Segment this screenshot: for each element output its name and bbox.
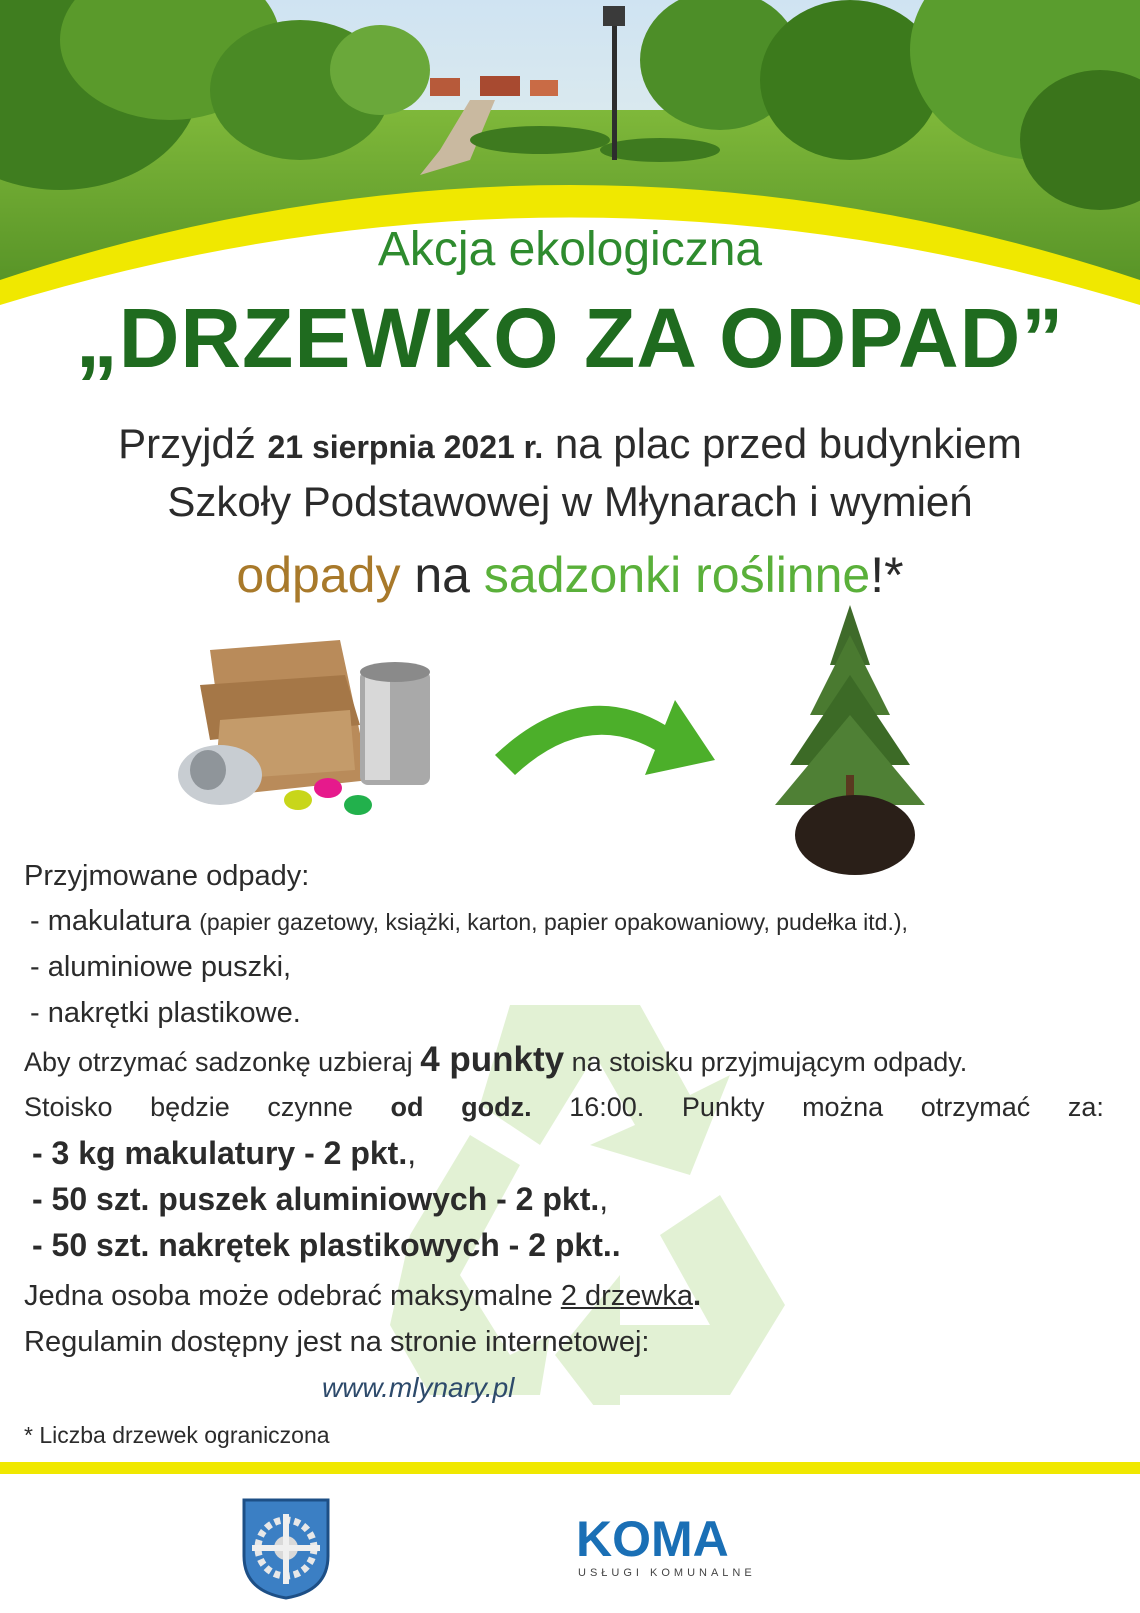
coat-of-arms-icon (240, 1496, 332, 1606)
points-item-text: - 3 kg makulatury - 2 pkt. (32, 1135, 408, 1171)
word: będzie (150, 1092, 230, 1122)
limit-post: . (692, 1280, 702, 1312)
sapling-illustration (760, 605, 950, 890)
points-item-paper (32, 1135, 416, 1172)
waste-illustration (170, 630, 450, 835)
points-item-caps (32, 1227, 621, 1264)
points-post: na stoisku przyjmującym odpady. (571, 1047, 968, 1077)
accepted-item-caps: - nakrętki plastikowe. (30, 997, 301, 1029)
points-item-cans (32, 1181, 608, 1218)
word-waste: odpady (236, 547, 401, 603)
points-item-tail: , (407, 1135, 417, 1171)
points-item-tail: , (599, 1181, 609, 1217)
limit-line (24, 1280, 701, 1313)
word: godz. (461, 1092, 532, 1122)
event-title: „DRZEWKO ZA ODPAD” (75, 291, 1065, 385)
accepted-heading: Przyjmowane odpady: (24, 860, 310, 892)
event-subtitle: Akcja ekologiczna (377, 223, 763, 276)
points-needed: 4 punkty (420, 1040, 565, 1079)
points-line-2 (24, 1092, 1104, 1123)
points-item-text: - 50 szt. puszek aluminiowych - 2 pkt. (32, 1181, 600, 1217)
footnote: * Liczba drzewek ograniczona (24, 1422, 330, 1448)
event-date: 21 sierpnia 2021 r. (267, 429, 544, 465)
points-pre: Aby otrzymać sadzonkę uzbieraj (24, 1047, 413, 1077)
points-line-1 (24, 1040, 967, 1080)
intro-line-1 (0, 420, 1140, 468)
koma-logo (576, 1512, 816, 1587)
intro-place: na plac przed budynkiem (554, 420, 1022, 467)
word-plants: sadzonki roślinne (483, 547, 871, 603)
word: można (802, 1092, 884, 1122)
word: czynne (267, 1092, 353, 1122)
park-photo (0, 0, 1140, 330)
footer-divider (0, 1462, 1140, 1474)
word-excl: !* (870, 547, 904, 603)
accepted-item-paper (30, 905, 908, 938)
word: otrzymać (920, 1092, 1031, 1122)
word: Punkty (681, 1092, 765, 1122)
koma-logo-text: KOMA (576, 1512, 729, 1567)
koma-logo-subtitle: USŁUGI KOMUNALNE (578, 1567, 756, 1579)
points-item-text: - 50 szt. nakrętek plastikowych - 2 pkt. (32, 1227, 612, 1263)
word: za: (1067, 1092, 1104, 1122)
item-paper-detail: (papier gazetowy, książki, karton, papier opakowaniowy, pudełka itd.), (199, 909, 908, 935)
item-paper-label: - makulatura (30, 905, 192, 937)
opening-time: 16:00. (569, 1092, 645, 1122)
rules-line: Regulamin dostępny jest na stronie internetowej: (24, 1326, 650, 1358)
limit-count: 2 drzewka (560, 1280, 693, 1312)
intro-come: Przyjdź (118, 420, 256, 467)
website-link[interactable]: www.mlynary.pl (322, 1372, 515, 1403)
intro-line-2: Szkoły Podstawowej w Młynarach i wymień (167, 478, 973, 525)
limit-pre: Jedna osoba może odebrać maksymalne (24, 1280, 553, 1312)
arrow-right-icon (490, 680, 720, 795)
word: Stoisko (24, 1092, 113, 1122)
points-item-tail: . (611, 1227, 621, 1263)
word: od (390, 1092, 424, 1122)
accepted-item-cans: - aluminiowe puszki, (30, 951, 292, 983)
word-on: na (414, 547, 470, 603)
intro-line-3 (0, 546, 1140, 604)
